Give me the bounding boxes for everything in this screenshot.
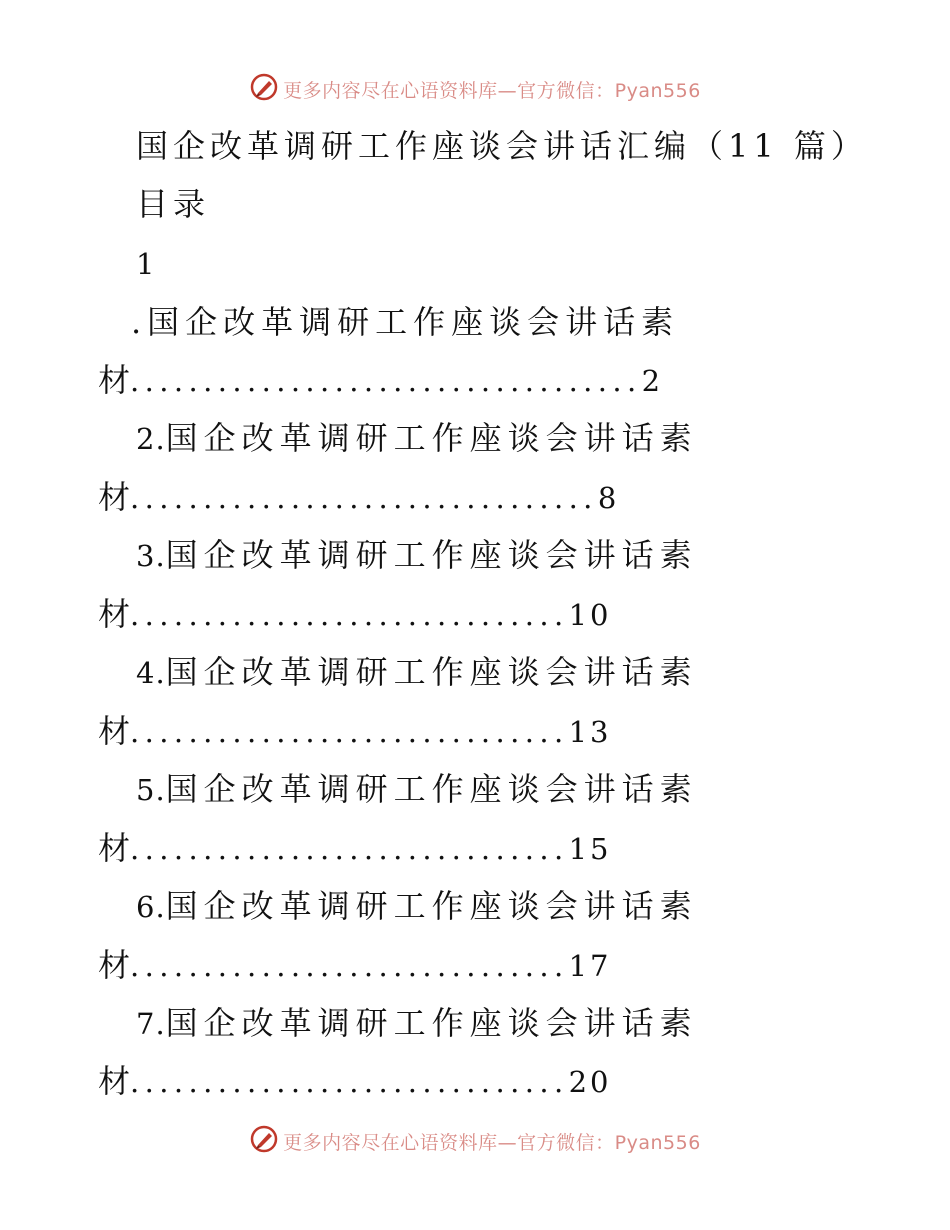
toc-leader-dots: .............................. <box>130 949 569 983</box>
toc-entry-cont-char: 材 <box>98 361 131 399</box>
toc-heading: 目录 <box>136 185 211 223</box>
toc-leader-dots: ................................... <box>130 364 642 398</box>
toc-entry-cont-char: 材 <box>98 829 131 867</box>
toc-leader-dots: ................................ <box>130 481 598 515</box>
toc-entry-cont-char: 材 <box>98 712 131 750</box>
toc-entry-2-cont[interactable] <box>98 477 619 518</box>
toc-page-number: 8 <box>597 481 620 515</box>
toc-entry-4[interactable] <box>136 652 698 693</box>
toc-entry-number: 5. <box>136 773 166 807</box>
toc-entry-7-cont[interactable] <box>98 1061 611 1102</box>
toc-page-number: 20 <box>568 1065 612 1099</box>
toc-entry-text: 国企改革调研工作座谈会讲话素 <box>165 887 698 925</box>
toc-page-number: 10 <box>568 598 612 632</box>
toc-entry-number: 2. <box>136 422 166 456</box>
toc-entry-7[interactable] <box>136 1003 698 1044</box>
toc-entry-2[interactable] <box>136 418 698 459</box>
watermark-footer <box>0 1124 950 1159</box>
toc-entry-5[interactable] <box>136 769 698 810</box>
toc-leader-dots: .............................. <box>130 1065 569 1099</box>
toc-entry-3-cont[interactable] <box>98 594 611 635</box>
toc-entry-number: 6. <box>136 890 166 924</box>
toc-page-number: 15 <box>568 832 612 866</box>
watermark-text: 更多内容尽在心语资料库—官方微信：Pyan556 <box>283 80 701 102</box>
document-title: 国企改革调研工作座谈会讲话汇编（11 篇） <box>136 127 868 165</box>
toc-entry-1-cont[interactable] <box>98 360 663 401</box>
toc-entry-cont-char: 材 <box>98 478 131 516</box>
watermark-header <box>0 72 950 107</box>
toc-page-number: 2 <box>641 364 664 398</box>
toc-entry-3[interactable] <box>136 535 698 576</box>
toc-entry-text: 国企改革调研工作座谈会讲话素 <box>165 1004 698 1042</box>
toc-entry-4-cont[interactable] <box>98 711 611 752</box>
watermark-text: 更多内容尽在心语资料库—官方微信：Pyan556 <box>283 1132 701 1154</box>
toc-leader-dots: .............................. <box>130 715 569 749</box>
toc-entry-cont-char: 材 <box>98 946 131 984</box>
toc-entry-6-cont[interactable] <box>98 945 611 986</box>
toc-entry-text: .国企改革调研工作座谈会讲话素 <box>131 303 680 341</box>
toc-entry-text: 国企改革调研工作座谈会讲话素 <box>165 653 698 691</box>
toc-entry-cont-char: 材 <box>98 595 131 633</box>
toc-entry-number: 7. <box>136 1007 166 1041</box>
toc-first-number: 1 <box>136 247 160 281</box>
toc-entry-cont-char: 材 <box>98 1062 131 1100</box>
pen-logo-icon <box>249 1124 279 1159</box>
toc-page-number: 13 <box>568 715 612 749</box>
toc-entry-text: 国企改革调研工作座谈会讲话素 <box>165 419 698 457</box>
toc-entry-text: 国企改革调研工作座谈会讲话素 <box>165 770 698 808</box>
toc-page-number: 17 <box>568 949 612 983</box>
toc-entry-1[interactable] <box>131 302 679 342</box>
toc-entry-5-cont[interactable] <box>98 828 611 869</box>
toc-entry-number: 3. <box>136 539 166 573</box>
toc-entry-text: 国企改革调研工作座谈会讲话素 <box>165 536 698 574</box>
pen-logo-icon <box>249 72 279 107</box>
toc-entry-6[interactable] <box>136 886 698 927</box>
toc-entry-number: 4. <box>136 656 166 690</box>
toc-leader-dots: .............................. <box>130 598 569 632</box>
toc-leader-dots: .............................. <box>130 832 569 866</box>
